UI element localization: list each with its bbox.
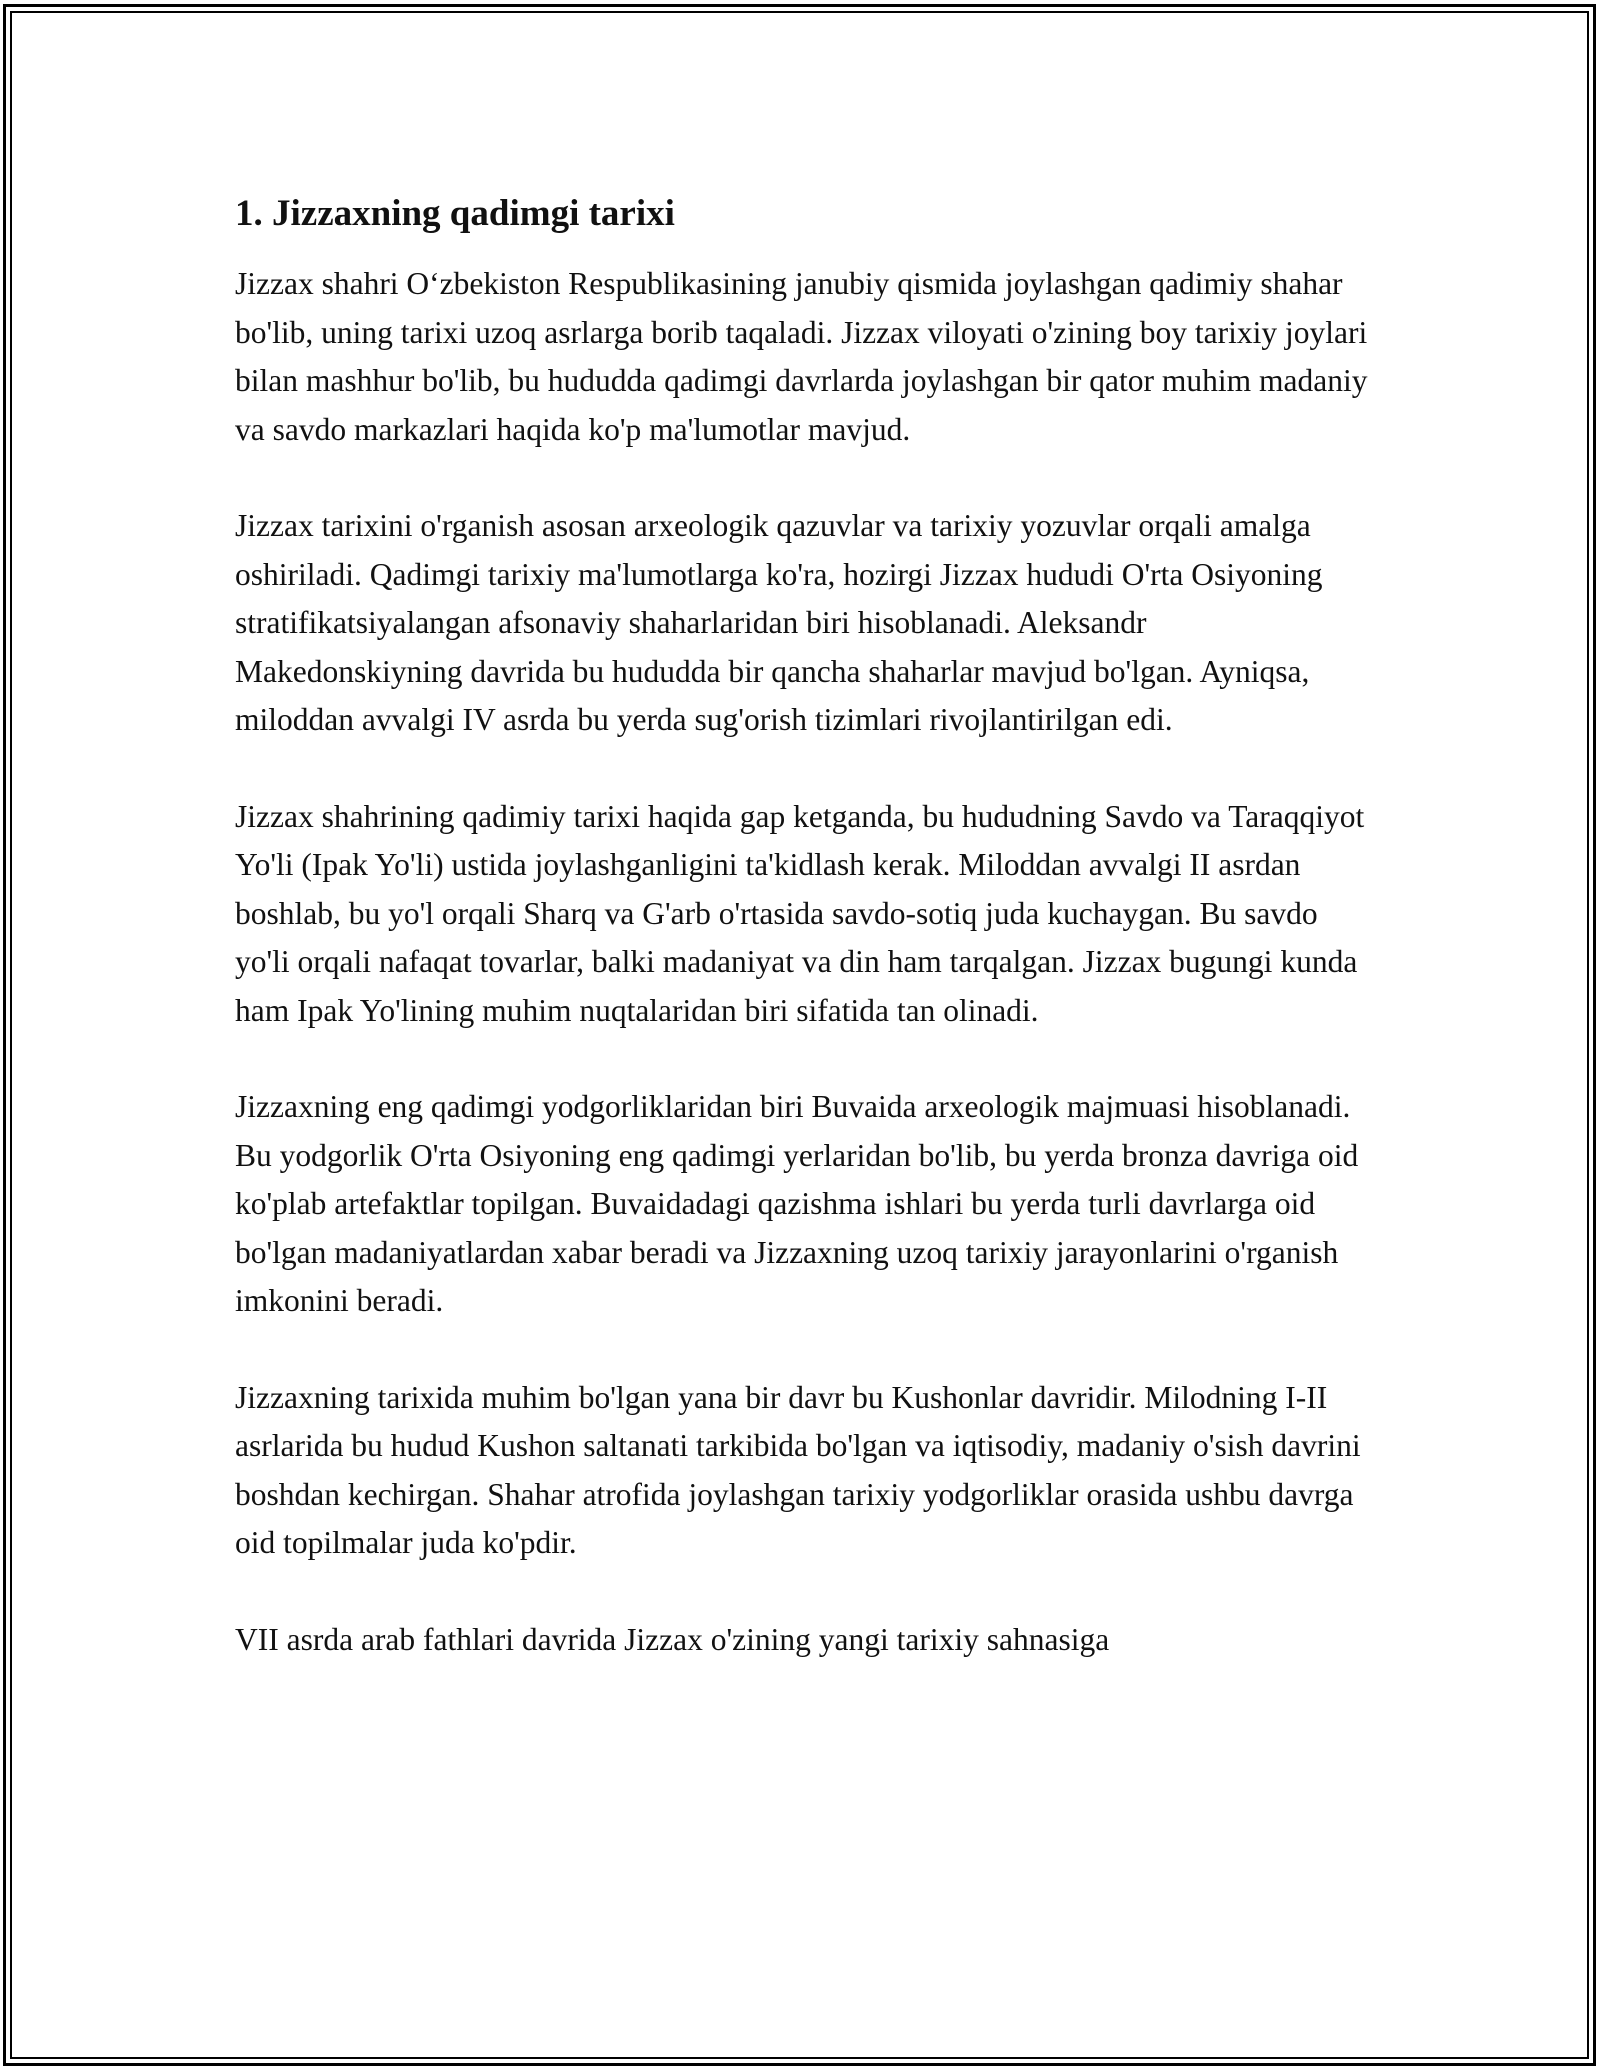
paragraph-2: Jizzax tarixini o'rganish asosan arxeologik qazuvlar va tarixiy yozuvlar orqali amalga oshiriladi. Qadimgi tarixiy ma'lumotlarga ko'ra, hozirgi Jizzax hududi O'rta Osiyoning stratifikatsiyalangan afsonaviy shaharlaridan biri hisoblanadi. Aleksandr Makedonskiyning davrida bu hududda bir qancha shaharlar mavjud bo'lgan. Ayniqsa, miloddan avvalgi IV asrda bu yerda sug'orish tizimlari rivojlantirilgan edi. xyxy=(235,508,1323,737)
paragraph-1: Jizzax shahri O‘zbekiston Respublikasining janubiy qismida joylashgan qadimiy shahar bo'lib, uning tarixi uzoq asrlarga borib taqaladi. Jizzax viloyati o'zining boy tarixiy joylari bilan mashhur bo'lib, bu hududda qadimgi davrlarda joylashgan bir qator muhim madaniy va savdo markazlari haqida ko'p ma'lumotlar mavjud. xyxy=(235,266,1368,447)
section-heading: 1. Jizzaxning qadimgi tarixi xyxy=(235,193,675,234)
paragraph-4: Jizzaxning eng qadimgi yodgorliklaridan biri Buvaida arxeologik majmuasi hisoblanadi. Bu yodgorlik O'rta Osiyoning eng qadimgi yerlaridan bo'lib, bu yerda bronza davriga oid ko'plab artefaktlar topilgan. Buvaidadagi qazishma ishlari bu yerda turli davrlarga oid bo'lgan madaniyatlardan xabar beradi va Jizzaxning uzoq tarixiy jarayonlarini o'rganish imkonini beradi. xyxy=(235,1089,1359,1318)
paragraph-6: VII asrda arab fathlari davrida Jizzax o'zining yangi tarixiy sahnasiga xyxy=(235,1621,1110,1657)
paragraph-3: Jizzax shahrining qadimiy tarixi haqida gap ketganda, bu hududning Savdo va Taraqqiyot Yo'li (Ipak Yo'li) ustida joylashganligini ta'kidlash kerak. Miloddan avvalgi II asrdan boshlab, bu yo'l orqali Sharq va G'arb o'rtasida savdo-sotiq juda kuchaygan. Bu savdo yo'li orqali nafaqat tovarlar, balki madaniyat va din ham tarqalgan. Jizzax bugungi kunda ham Ipak Yo'lining muhim nuqtalaridan biri sifatida tan olinadi. xyxy=(235,798,1365,1028)
document-body xyxy=(235,188,1375,1712)
paragraph-5: Jizzaxning tarixida muhim bo'lgan yana bir davr bu Kushonlar davridir. Milodning I-II asrlarida bu hudud Kushon saltanati tarkibida bo'lgan va iqtisodiy, madaniy o'sish davrini boshdan kechirgan. Shahar atrofida joylashgan tarixiy yodgorliklar orasida ushbu davrga oid topilmalar juda ko'pdir. xyxy=(235,1379,1361,1560)
